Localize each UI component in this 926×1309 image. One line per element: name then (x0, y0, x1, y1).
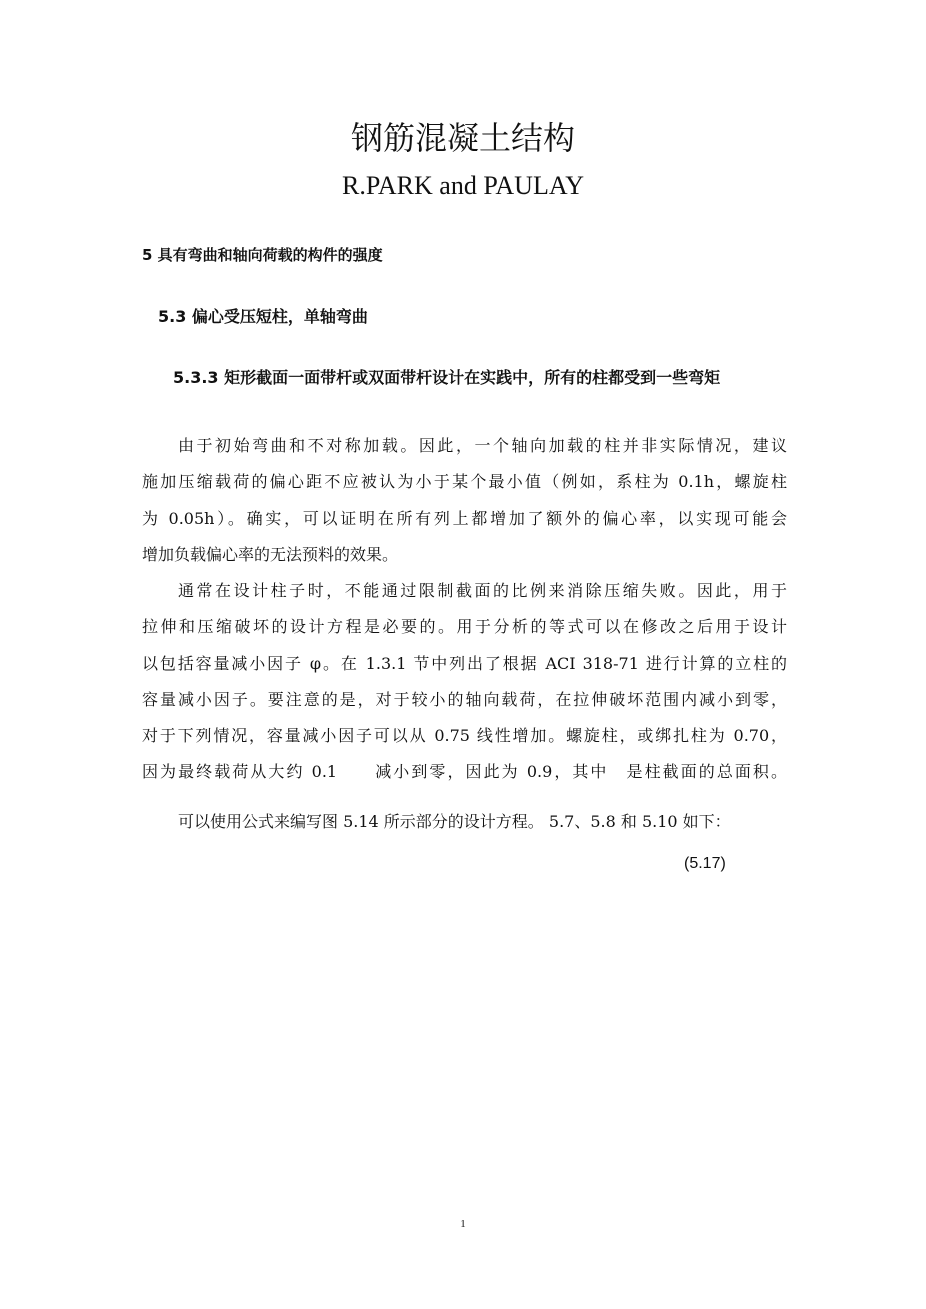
paragraph-line: 对于下列情况，容量减小因子可以从 0.75 线性增加。螺旋柱，或绑扎柱为 0.70， (142, 726, 787, 746)
document-title-english: R.PARK and PAULAY (341, 171, 585, 200)
paragraph-line: 通常在设计柱子时，不能通过限制截面的比例来消除压缩失败。因此，用于 (178, 581, 787, 600)
paragraph-line: 容量减小因子。要注意的是，对于较小的轴向载荷，在拉伸破坏范围内减小到零， (142, 689, 787, 709)
paragraph-line: 因为最终载荷从大约 0.1 减小到零，因此为 0.9，其中 是柱截面的总面积。 (142, 762, 787, 782)
paragraph-line: 增加负载偏心率的无法预料的效果。 (142, 544, 399, 564)
page-number: 1 (460, 1218, 466, 1230)
document-title-chinese: 钢筋混凝土结构 (350, 119, 575, 157)
section-heading: 5.3 偏心受压短柱，单轴弯曲 (158, 307, 368, 326)
paragraph-line: 由于初始弯曲和不对称加载。因此，一个轴向加载的柱并非实际情况，建议 (178, 436, 787, 455)
chapter-heading: 5 具有弯曲和轴向荷载的构件的强度 (142, 246, 383, 264)
paragraph-3 (142, 804, 787, 840)
paragraph-line: 为 0.05h）。确实，可以证明在所有列上都增加了额外的偏心率，以实现可能会 (142, 508, 787, 528)
paragraph-2 (142, 573, 787, 791)
paragraph-1 (142, 428, 787, 573)
subsection-heading: 5.3.3 矩形截面一面带杆或双面带杆设计在实践中，所有的柱都受到一些弯矩 (173, 368, 721, 387)
paragraph-line: 拉伸和压缩破坏的设计方程是必要的。用于分析的等式可以在修改之后用于设计 (142, 617, 787, 637)
paragraph-line: 施加压缩载荷的偏心距不应被认为小于某个最小值（例如，系柱为 0.1h，螺旋柱 (142, 472, 787, 492)
equation-number: (5.17) (684, 855, 726, 872)
paragraph-line: 以包括容量减小因子 φ。在 1.3.1 节中列出了根据 ACI 318-71 进行计算的立柱的 (142, 653, 787, 673)
paragraph-line: 可以使用公式来编写图 5.14 所示部分的设计方程。 5.7、5.8 和 5.10 如下： (178, 812, 731, 831)
